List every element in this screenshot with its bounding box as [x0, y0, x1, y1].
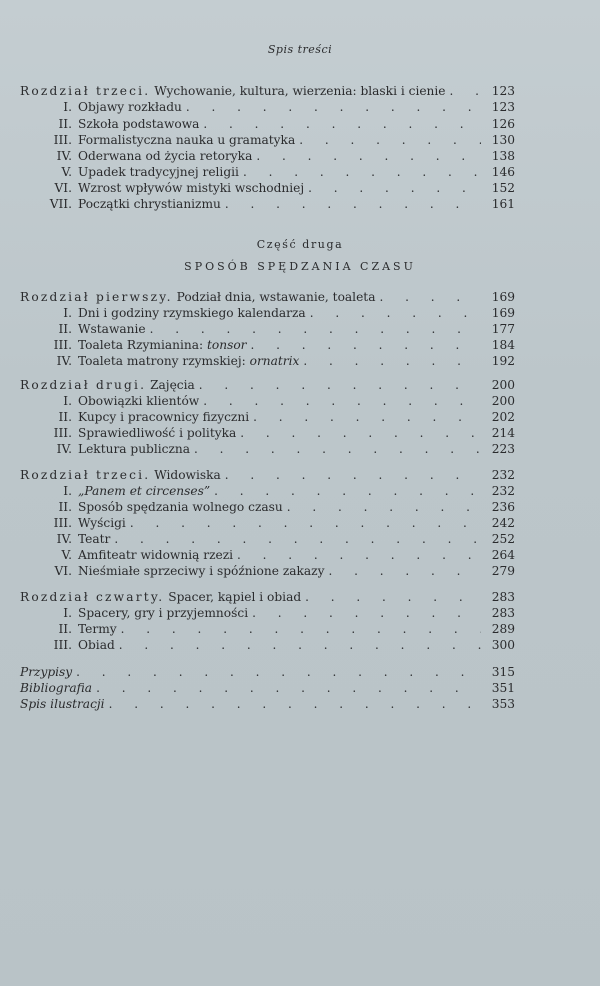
entry-title: Kupcy i pracownicy fizyczni: [78, 410, 250, 424]
leader-dots: [240, 425, 481, 441]
leader-dots: [310, 305, 481, 321]
entry-number: II.: [58, 410, 72, 424]
leader-dots: [450, 83, 481, 99]
entry-number: IV.: [56, 532, 72, 546]
entry-number: III.: [53, 133, 72, 147]
page-number: 161: [491, 197, 515, 211]
entry-title-italic: tonsor: [206, 338, 247, 352]
toc-entry: [20, 605, 515, 621]
entry-number: III.: [53, 338, 72, 352]
toc-entry: [20, 180, 515, 196]
page-number: 169: [491, 290, 515, 304]
chapter-header: [20, 467, 515, 483]
toc-entry: [20, 441, 515, 457]
entry-number: IV.: [56, 149, 72, 163]
toc-entry: [20, 531, 515, 547]
toc-entry: [20, 621, 515, 637]
toc-entry: [20, 321, 515, 337]
back-matter-title: Spis ilustracji: [20, 697, 105, 711]
leader-dots: [203, 116, 481, 132]
page-number: 279: [491, 564, 515, 578]
entry-number: I.: [63, 606, 72, 620]
toc-entry: [20, 483, 515, 499]
page-number: 232: [491, 468, 515, 482]
leader-dots: [243, 164, 481, 180]
back-matter-title: Bibliografia: [20, 681, 93, 695]
leader-dots: [328, 563, 481, 579]
page-number: 283: [491, 606, 515, 620]
entry-title: Toaleta matrony rzymskiej:: [78, 354, 246, 368]
leader-dots: [225, 467, 481, 483]
entry-title: Szkoła podstawowa: [78, 117, 200, 131]
entry-title: Amfiteatr widownią rzezi: [78, 548, 234, 562]
chapter-header: [20, 589, 515, 605]
entry-number: V.: [61, 548, 72, 562]
toc-entry: [20, 116, 515, 132]
entry-number: II.: [58, 322, 72, 336]
leader-dots: [199, 377, 481, 393]
leader-dots: [308, 180, 481, 196]
leader-dots: [109, 696, 481, 712]
page-number: 130: [491, 133, 515, 147]
chapter-label: Rozdział trzeci.: [20, 84, 151, 98]
entry-title: Sprawiedliwość i polityka: [78, 426, 237, 440]
toc-entry: [20, 337, 515, 353]
entry-title: Obiad: [78, 638, 115, 652]
page-number: 146: [491, 165, 515, 179]
entry-title-italic: ornatrix: [249, 354, 300, 368]
toc-entry: [20, 305, 515, 321]
entry-number: V.: [61, 165, 72, 179]
back-matter-entry: [20, 696, 515, 712]
entry-title: „Panem et circenses”: [78, 484, 211, 498]
leader-dots: [253, 409, 481, 425]
page-number: 169: [491, 306, 515, 320]
toc-entry: [20, 164, 515, 180]
page-number: 126: [491, 117, 515, 131]
leader-dots: [303, 353, 481, 369]
leader-dots: [114, 531, 481, 547]
page-number: 200: [491, 378, 515, 392]
page-number: 300: [491, 638, 515, 652]
chapter-label: Rozdział trzeci.: [20, 468, 151, 482]
chapter-title: Zajęcia: [150, 378, 195, 392]
entry-number: VI.: [54, 181, 72, 195]
toc-entry: [20, 637, 515, 653]
page-number: 289: [491, 622, 515, 636]
entry-title: Wzrost wpływów mistyki wschodniej: [78, 181, 305, 195]
entry-number: VI.: [54, 564, 72, 578]
entry-title: Wstawanie: [78, 322, 146, 336]
page-number: 192: [491, 354, 515, 368]
chapter-title: Podział dnia, wstawanie, toaleta: [176, 290, 376, 304]
chapter-title: Spacer, kąpiel i obiad: [168, 590, 302, 604]
page-number: 200: [491, 394, 515, 408]
entry-number: I.: [63, 100, 72, 114]
entry-title: Formalistyczna nauka u gramatyka: [78, 133, 296, 147]
leader-dots: [305, 589, 481, 605]
leader-dots: [237, 547, 481, 563]
leader-dots: [96, 680, 481, 696]
page-number: 223: [491, 442, 515, 456]
toc-entry: [20, 425, 515, 441]
entry-number: VII.: [49, 197, 72, 211]
leader-dots: [251, 337, 482, 353]
chapter-label: Rozdział drugi.: [20, 378, 147, 392]
page-number: 184: [491, 338, 515, 352]
running-head: Spis treści: [267, 43, 333, 56]
entry-title: Termy: [78, 622, 117, 636]
leader-dots: [379, 289, 481, 305]
entry-title: Początki chrystianizmu: [78, 197, 221, 211]
page-number: 264: [491, 548, 515, 562]
page-number: 202: [491, 410, 515, 424]
entry-title: Upadek tradycyjnej religii: [78, 165, 239, 179]
leader-dots: [194, 441, 481, 457]
entry-number: I.: [63, 394, 72, 408]
leader-dots: [150, 321, 481, 337]
chapter-header: [20, 83, 515, 99]
toc-entry: [20, 132, 515, 148]
toc-entry: [20, 148, 515, 164]
chapter-label: Rozdział pierwszy.: [20, 290, 173, 304]
entry-title: Obowiązki klientów: [78, 394, 200, 408]
page-number: 351: [491, 681, 515, 695]
chapter-header: [20, 289, 515, 305]
entry-title: Teatr: [78, 532, 111, 546]
page-number: 315: [491, 665, 515, 679]
entry-number: III.: [53, 426, 72, 440]
toc-entry: [20, 196, 515, 212]
leader-dots: [225, 196, 481, 212]
page-number: 283: [491, 590, 515, 604]
entry-number: II.: [58, 500, 72, 514]
entry-number: II.: [58, 622, 72, 636]
page-number: 252: [491, 532, 515, 546]
leader-dots: [119, 637, 481, 653]
toc-entry: [20, 499, 515, 515]
leader-dots: [299, 132, 481, 148]
toc-entry: [20, 515, 515, 531]
page-number: 214: [491, 426, 515, 440]
page-number: 123: [491, 100, 515, 114]
entry-number: I.: [63, 306, 72, 320]
page-number: 123: [491, 84, 515, 98]
toc-entry: [20, 353, 515, 369]
entry-title: Dni i godziny rzymskiego kalendarza: [78, 306, 306, 320]
page-number: 138: [491, 149, 515, 163]
chapter-title: Widowiska: [154, 468, 221, 482]
page-number: 353: [491, 697, 515, 711]
toc-entry: [20, 99, 515, 115]
entry-number: III.: [53, 638, 72, 652]
entry-title: Spacery, gry i przyjemności: [78, 606, 249, 620]
entry-title: Oderwana od życia retoryka: [78, 149, 253, 163]
page-number: 232: [491, 484, 515, 498]
leader-dots: [76, 664, 481, 680]
page-number: 177: [491, 322, 515, 336]
entry-number: I.: [63, 484, 72, 498]
part-label: Część druga: [256, 238, 344, 251]
entry-number: III.: [53, 516, 72, 530]
entry-title: Lektura publiczna: [78, 442, 191, 456]
entry-number: IV.: [56, 354, 72, 368]
leader-dots: [256, 148, 481, 164]
page-number: 152: [491, 181, 515, 195]
back-matter-entry: [20, 680, 515, 696]
chapter-header: [20, 377, 515, 393]
entry-number: IV.: [56, 442, 72, 456]
leader-dots: [203, 393, 481, 409]
chapter-label: Rozdział czwarty.: [20, 590, 165, 604]
entry-title: Toaleta Rzymianina:: [78, 338, 204, 352]
entry-title: Objawy rozkładu: [78, 100, 182, 114]
chapter-title: Wychowanie, kultura, wierzenia: blaski i cienie: [154, 84, 446, 98]
toc-entry: [20, 393, 515, 409]
leader-dots: [121, 621, 481, 637]
leader-dots: [287, 499, 481, 515]
page-number: 236: [491, 500, 515, 514]
entry-number: II.: [58, 117, 72, 131]
back-matter-title: Przypisy: [20, 665, 73, 679]
back-matter-entry: [20, 664, 515, 680]
page-number: 242: [491, 516, 515, 530]
leader-dots: [130, 515, 481, 531]
leader-dots: [186, 99, 481, 115]
toc-entry: [20, 409, 515, 425]
leader-dots: [214, 483, 481, 499]
entry-title: Sposób spędzania wolnego czasu: [78, 500, 283, 514]
toc-entry: [20, 547, 515, 563]
entry-title: Wyścigi: [78, 516, 126, 530]
part-title: SPOSÓB SPĘDZANIA CZASU: [184, 260, 416, 273]
leader-dots: [252, 605, 481, 621]
entry-title: Nieśmiałe sprzeciwy i spóźnione zakazy: [78, 564, 325, 578]
toc-entry: [20, 563, 515, 579]
